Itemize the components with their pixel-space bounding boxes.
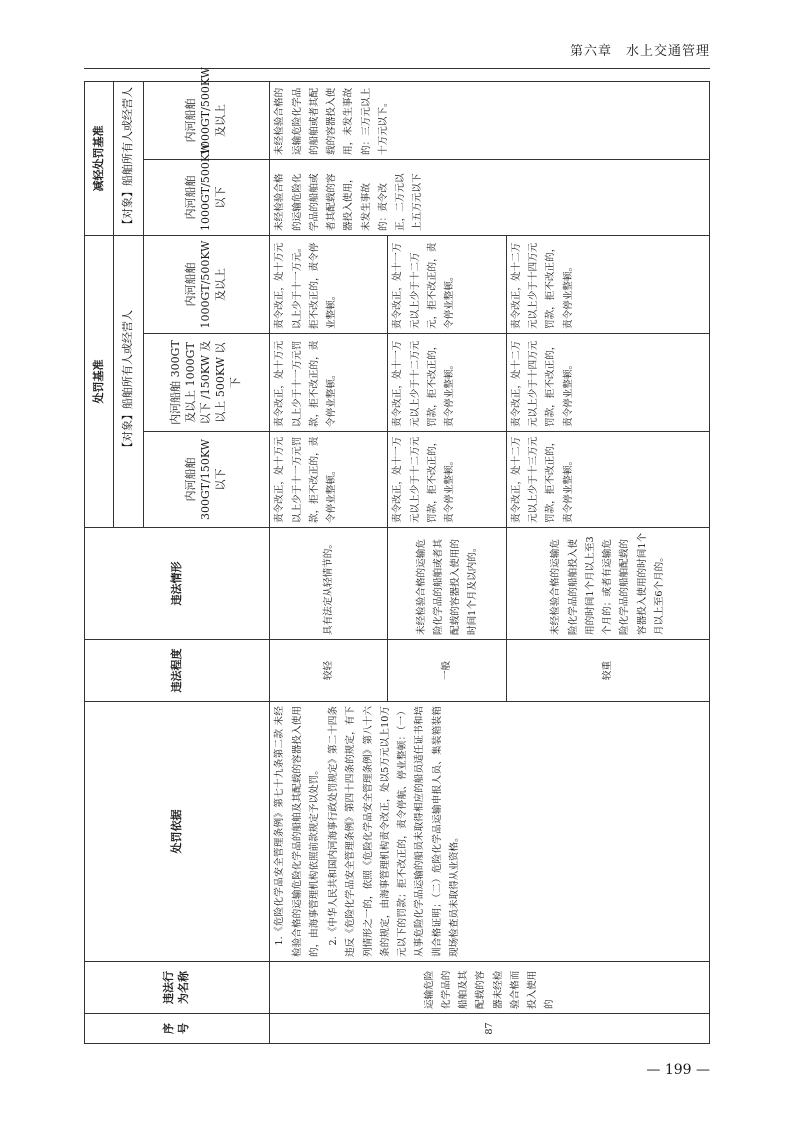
col-header-standard: 处罚基准	[85, 235, 114, 527]
circumstance-cell: 未经检验合格的运输危险化学品的船舶或者其配载的容器投入使用的时间1个月及以内的。	[388, 528, 506, 640]
basis-paragraph-1: 1.《危险化学品安全管理条例》第七十九条第二款 未经检验合格的运输危险化学品的船舶及其配载的容器投入使用的，由海事管理机构依照前款规定予以处罚。	[274, 706, 320, 957]
row-seq: 87	[270, 1014, 710, 1044]
table-row-level-1	[270, 81, 388, 1043]
col-header-degree: 违法程度	[85, 640, 270, 702]
row-basis	[270, 702, 710, 962]
penalty-cell-300-below: 责令改正，处十二万元以上少于十三万元罚款，拒不改正的，责令停业整顿。	[506, 432, 709, 528]
circumstance-cell: 未经检验合格的运输危险化学品的船舶投入使用的时间1个月以上至3个月的；或者有运输危险化学品的船舶配载的容器投入使用的时间1个月以上至6个月的。	[506, 528, 709, 640]
col-header-circumstance: 违法情形	[85, 528, 270, 640]
degree-cell: 较重	[506, 640, 709, 702]
sub-header-300-below: 内河船舶300GT/150KW以下	[143, 432, 270, 528]
degree-cell: 较轻	[270, 640, 388, 702]
penalty-cell-300-1000: 责令改正，处十二万元以上少于十四万元罚款，拒不改正的，责令停业整顿。	[506, 334, 709, 432]
penalty-cell-300-below: 责令改正，处十一万元以上少于十二万元罚款，拒不改正的，责令停业整顿。	[388, 432, 506, 528]
row-violation-name: 运输危险化学品的船舶及其配载的容器未经检验合格而投入使用的	[270, 962, 710, 1014]
degree-cell: 一般	[388, 640, 506, 702]
penalty-cell-300-1000: 责令改正，处十一万元以上少于十二万元罚款，拒不改正的，责令停业整顿。	[388, 334, 506, 432]
penalty-cell-1000-above: 责令改正，处十万元以上少于十一万元。拒不改正的，责令停业整顿。	[270, 235, 388, 333]
penalty-cell-300-1000: 责令改正，处十万元以上少于十一万元罚款，拒不改正的，责令停业整顿。	[270, 334, 388, 432]
sub-header-reduced-1000-below: 内河船舶1000GT/500KW以下	[143, 159, 270, 235]
col-header-seq: 序号	[85, 1014, 270, 1044]
penalty-cell-300-below: 责令改正，处十万元以上少于十一万元罚款，拒不改正的，责令停业整顿。	[270, 432, 388, 528]
header-row-1	[85, 81, 114, 1043]
sub-header-1000-above: 内河船舶1000GT/500KW及以上	[143, 235, 270, 333]
reduced-cell-1000-below: 未经检验合格的运输危险化学品的船舶或者其配载的容器投入使用，未发生事故的：责令改正，二万元以上五万元以下	[270, 159, 710, 235]
col-header-reduced-object: 【对象】船舶所有人或经营人	[114, 81, 143, 235]
running-header: 第六章 水上交通管理	[569, 44, 710, 59]
penalty-table	[84, 67, 710, 1044]
page-number: — 199 —	[646, 1062, 710, 1078]
basis-paragraph-2: 2.《中华人民共和国内河海事行政处罚规定》第二十四条 违反《危险化学品安全管理条例》第四十四条的规定，有下列情形之一的，依照《危险化学品安全管理条例》第八十六条的规定，由海事管理机构责令改正，处以5万元以上10万元以下的罚款；拒不改正的，责令停航、停业整顿：（一）从事危险化学品运输的船员未取得相应的船员适任证书和培训合格证明；（二）危险化学品运输申报人员、集装箱装箱现场检查员未取得从业资格。	[328, 706, 460, 957]
col-header-name: 违法行为名称	[85, 962, 270, 1014]
header-rule	[84, 68, 710, 69]
col-header-standard-object: 【对象】船舶所有人或经营人	[114, 235, 143, 527]
col-header-reduced: 减轻处罚基准	[85, 81, 114, 235]
reduced-cell-1000-above: 未经检验合格的运输危险化学品的船舶或者其配载的容器投入使用，未发生事故的：三万元以上十万元以下。	[270, 81, 710, 159]
sub-header-300-1000: 内河船舶 300GT及以上 1000GT 以下 /150KW 及以上 500KW 以下	[143, 334, 270, 432]
col-header-basis: 处罚依据	[85, 702, 270, 962]
sub-header-reduced-1000-above: 内河船舶1000GT/500KW及以上	[143, 81, 270, 159]
rotated-table-container	[84, 67, 710, 1044]
penalty-cell-1000-above: 责令改正，处十一万元以上少于十二万元，拒不改正的，责令停业整顿。	[388, 235, 506, 333]
penalty-cell-1000-above: 责令改正，处十二万元以上少于十四万元罚款，拒不改正的，责令停业整顿。	[506, 235, 709, 333]
circumstance-cell: 具有法定从轻情节的。	[270, 528, 388, 640]
